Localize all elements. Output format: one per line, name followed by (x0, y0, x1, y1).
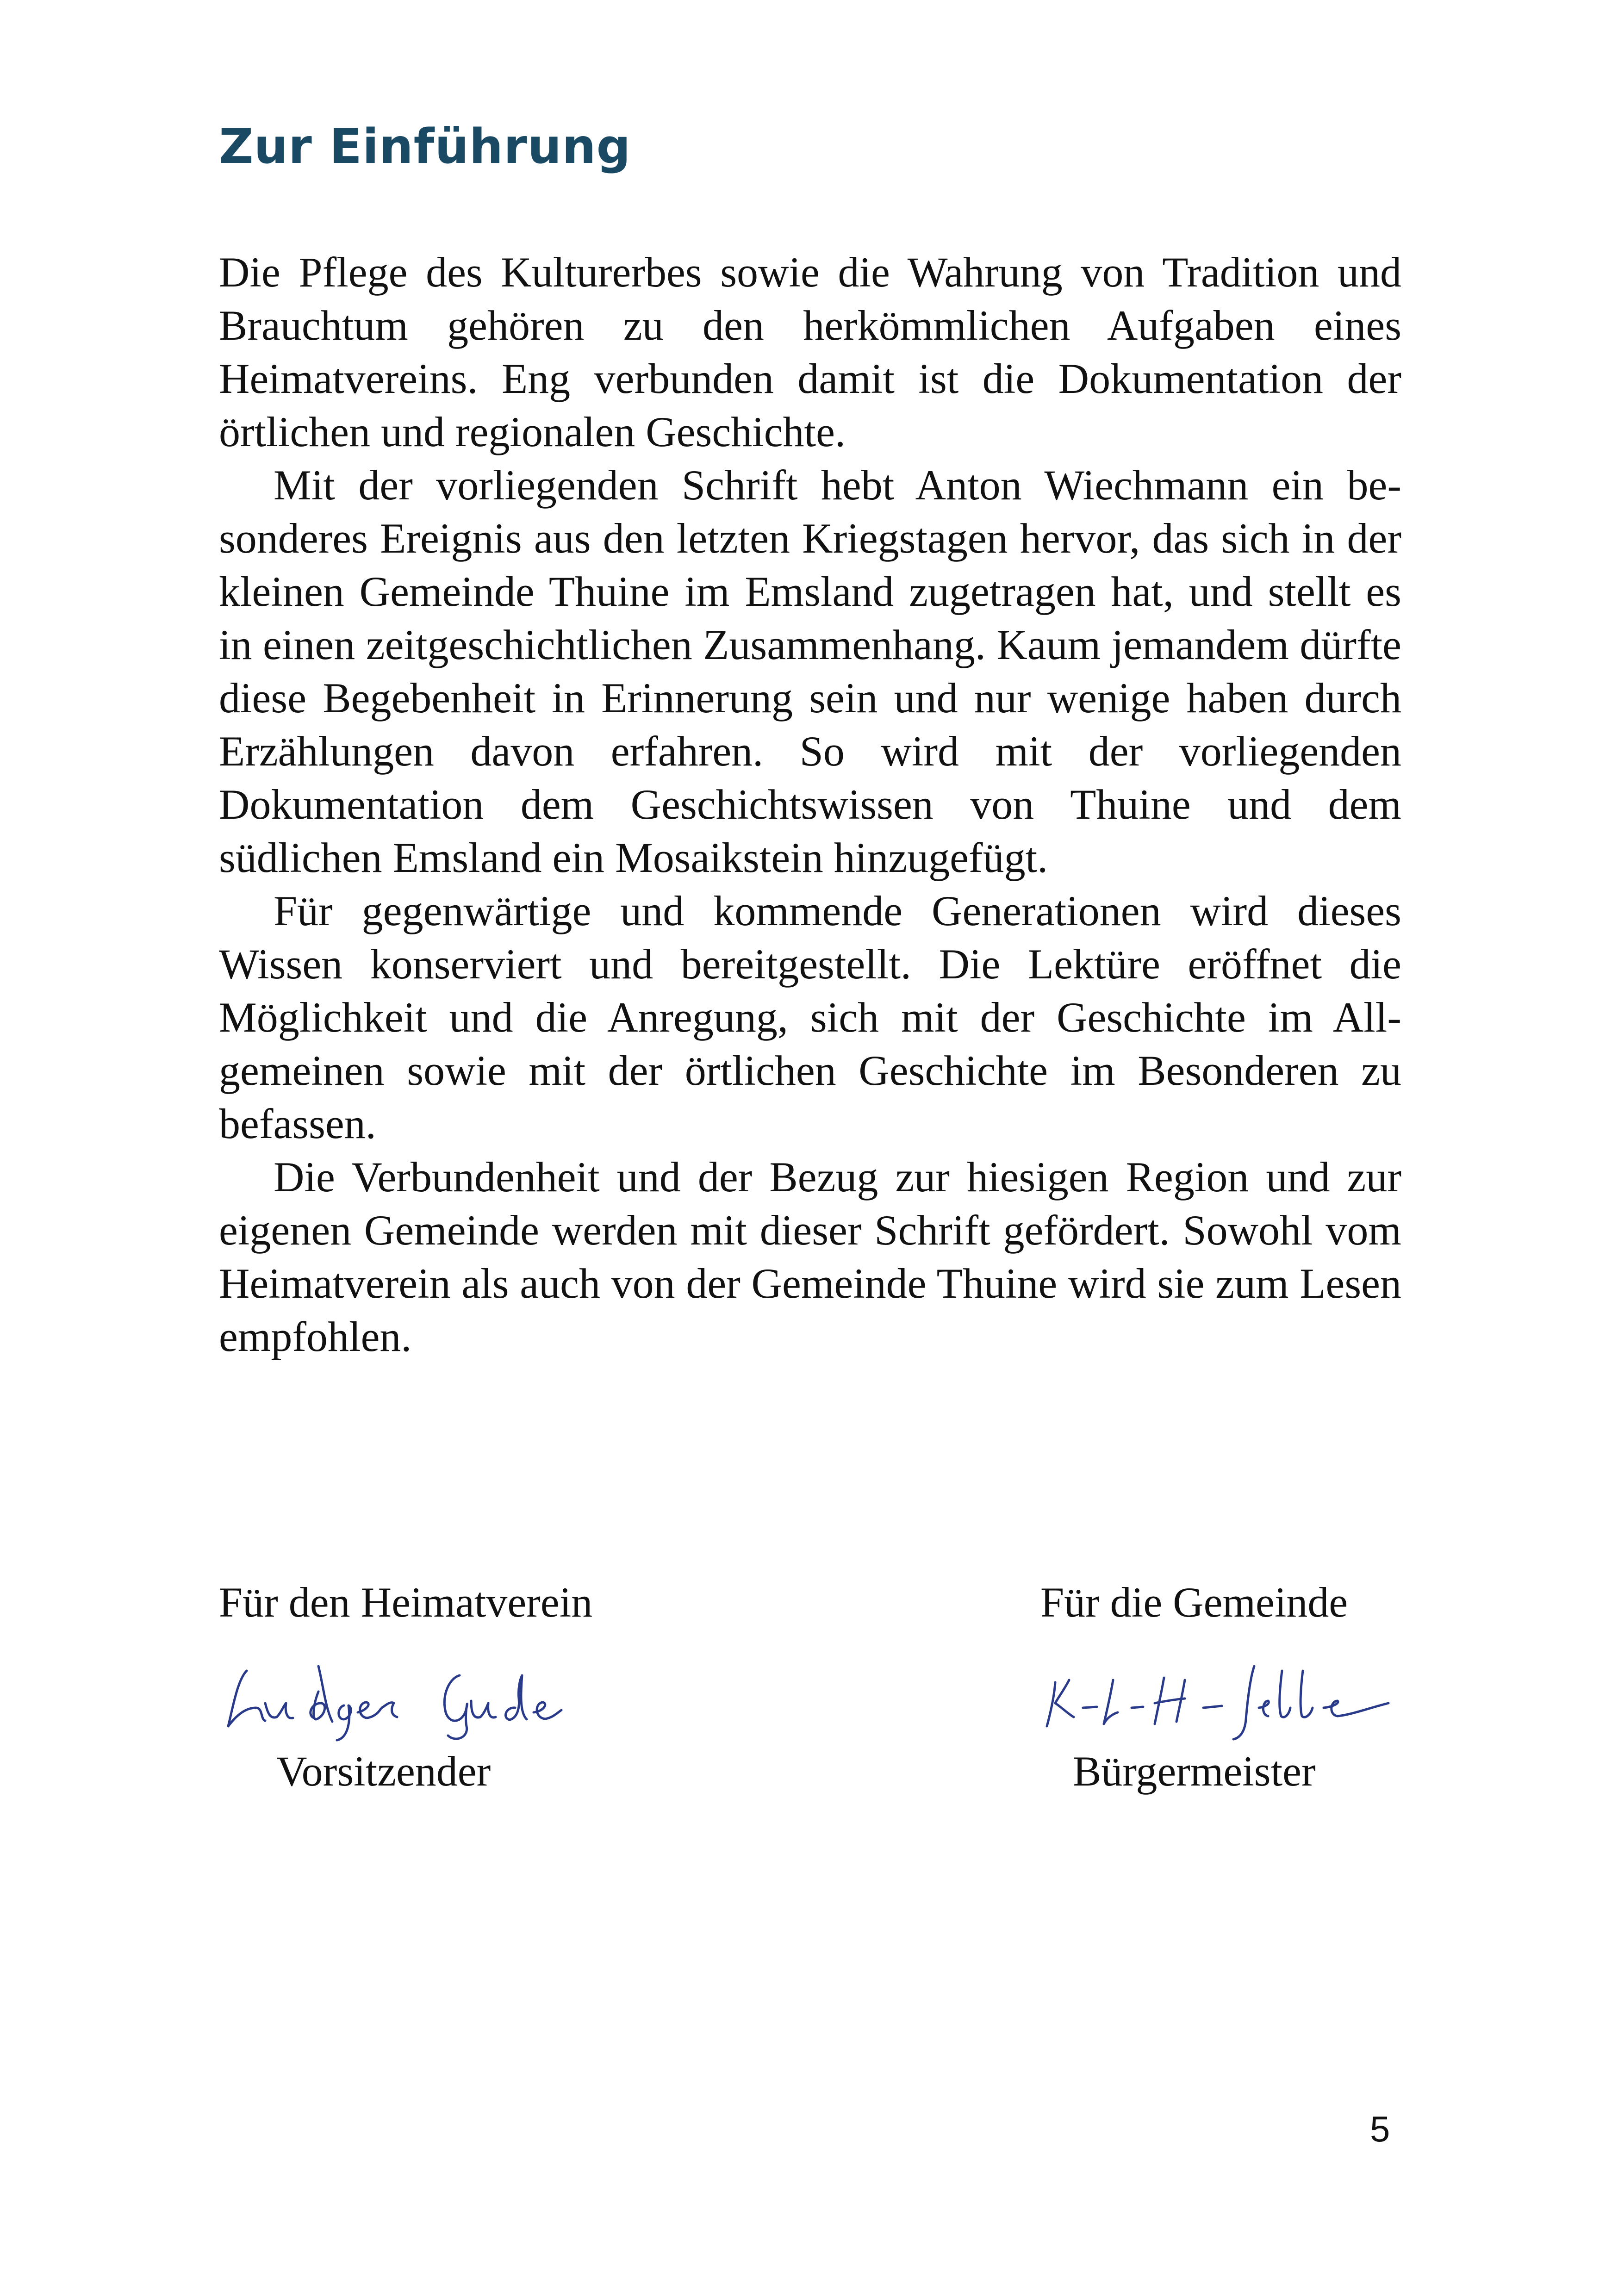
paragraph-4: Die Verbundenheit und der Bezug zur hiesigen Region und zur eigenen Gemeinde werden mit dieser Schrift gefördert. Sowohl vom Heimatverein als auch von der Gemeinde Thuine wird sie zum Lesen empfohlen. (219, 1153, 1401, 1360)
page-title: Zur Einführung (219, 119, 631, 174)
page-number: 5 (1370, 2109, 1390, 2149)
handwritten-signature-vorsitzender (219, 1638, 635, 1745)
signature-heading-heimatverein: Für den Heimatverein (219, 1579, 593, 1626)
handwritten-signature-buergermeister (1037, 1638, 1398, 1745)
paragraph-3: Für gegenwärtige und kommende Generationen wird dieses Wissen konserviert und bereitgestellt. Die Lektüre eröffnet die Möglichkeit und die Anregung, sich mit der Geschichte im Allgemeinen sowie mit der örtlichen Geschichte im Besonderen zu befassen. (219, 887, 1401, 1147)
signature-block-heimatverein (219, 1576, 728, 1798)
signature-role-buergermeister: Bürgermeister (1073, 1748, 1316, 1795)
signature-block-gemeinde (1037, 1576, 1416, 1798)
signature-role-vorsitzender: Vorsitzender (276, 1748, 491, 1795)
body-text (219, 246, 1401, 1363)
signature-heading-gemeinde: Für die Gemeinde (1040, 1579, 1348, 1626)
paragraph-2: Mit der vorliegenden Schrift hebt Anton Wiechmann ein besonderes Ereignis aus den letzten Kriegstagen hervor, das sich in der kleinen Gemeinde Thuine im Emsland zugetragen hat, und stellt es in einen zeitgeschichtlichen Zusammenhang. Kaum jemandem dürfte diese Begebenheit in Erinnerung sein und nur wenige haben durch Erzählungen davon erfahren. So wird mit der vorliegenden Dokumentation dem Geschichtswissen von Thuine und dem südlichen Emsland ein Mosaikstein hinzugefügt. (219, 461, 1401, 881)
paragraph-1: Die Pflege des Kulturerbes sowie die Wahrung von Tradition und Brauchtum gehören zu den herkömmlichen Aufgaben eines Heimatvereins. Eng verbunden damit ist die Dokumentation der örtlichen und regionalen Geschichte. (219, 249, 1401, 455)
